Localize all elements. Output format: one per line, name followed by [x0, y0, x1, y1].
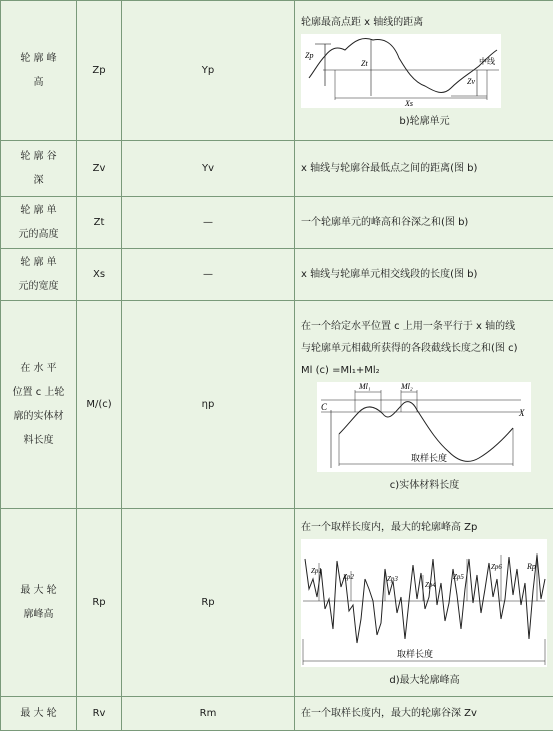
- description-cell: [295, 697, 553, 731]
- term-cell: [1, 141, 77, 197]
- label-x: X: [519, 408, 525, 418]
- label-zt: Zt: [361, 59, 368, 68]
- figure-caption: d)最大轮廓峰高: [389, 675, 460, 686]
- term-cell: [1, 1, 77, 141]
- label-ml2: Ml₂: [401, 382, 413, 391]
- table-row: [1, 509, 553, 697]
- term-line: 位置 c 上轮: [12, 386, 65, 398]
- table-row: [1, 697, 553, 731]
- description-cell: [295, 1, 553, 141]
- term-line: 深: [33, 174, 44, 186]
- term-cell: [1, 197, 77, 249]
- label-xs: Xs: [405, 99, 413, 108]
- term-line: 轮 廓 单: [20, 256, 57, 268]
- table-row: [1, 249, 553, 301]
- table-row: [1, 197, 553, 249]
- term-line: 廓的实体材: [13, 410, 64, 422]
- profile-element-figure: [301, 34, 501, 108]
- description-cell: [295, 197, 553, 249]
- table-row: [1, 301, 553, 509]
- description-cell: [295, 509, 553, 697]
- symbol-cell: Zv: [77, 141, 122, 197]
- max-peak-height-figure: [301, 539, 547, 667]
- label-ml1: Ml₁: [359, 382, 371, 391]
- term-line: 高: [33, 76, 44, 88]
- description-text: 一个轮廓单元的峰高和谷深之和(图 b): [301, 216, 469, 228]
- label-zp: Zp: [305, 51, 314, 60]
- symbol-cell: Xs: [77, 249, 122, 301]
- term-line: 在 水 平: [20, 362, 57, 374]
- term-line: 轮 廓 峰: [20, 52, 57, 64]
- alt-symbol-cell: Yv: [122, 141, 295, 197]
- material-length-figure: [317, 382, 531, 472]
- symbol-cell: Rv: [77, 697, 122, 731]
- description-text: 在一个给定水平位置 c 上用一条平行于 x 轴的线: [301, 321, 516, 332]
- formula-text: Ml (c) =Ml₁+Ml₂: [301, 365, 380, 376]
- term-cell: [1, 509, 77, 697]
- label-zp3: Zp3: [387, 575, 398, 583]
- label-sampling-length: 取样长度: [397, 650, 434, 660]
- alt-symbol-cell: Rm: [122, 697, 295, 731]
- alt-symbol-cell: —: [122, 197, 295, 249]
- term-cell: [1, 301, 77, 509]
- description-text: x 轴线与轮廓单元相交线段的长度(图 b): [301, 268, 478, 280]
- term-line: 料长度: [23, 434, 54, 446]
- description-text: x 轴线与轮廓谷最低点之间的距离(图 b): [301, 162, 478, 174]
- alt-symbol-cell: Rp: [122, 509, 295, 697]
- label-zv: Zv: [467, 77, 475, 86]
- label-zp2: Zp2: [343, 573, 354, 581]
- label-c: C: [321, 402, 328, 412]
- label-sampling-length: 取样长度: [411, 454, 448, 464]
- description-text: 轮廓最高点距 x 轴线的距离: [301, 17, 424, 28]
- term-cell: [1, 249, 77, 301]
- label-mid: 中线: [479, 57, 495, 66]
- table-row: [1, 1, 553, 141]
- symbol-cell: Rp: [77, 509, 122, 697]
- symbol-cell: Zt: [77, 197, 122, 249]
- label-zp1: Zp1: [311, 567, 322, 575]
- symbol-cell: Zp: [77, 1, 122, 141]
- symbol-cell: M/(c): [77, 301, 122, 509]
- description-cell: [295, 301, 553, 509]
- term-line: 轮 廓 谷: [20, 150, 57, 162]
- description-text: 与轮廓单元相截所获得的各段截线长度之和(图 c): [301, 343, 518, 354]
- figure-caption: b)轮廓单元: [399, 116, 450, 127]
- term-line: 最 大 轮: [20, 584, 57, 596]
- label-rp: Rp: [527, 562, 536, 571]
- term-cell: [1, 697, 77, 731]
- table-row: [1, 141, 553, 197]
- figure-caption: c)实体材料长度: [389, 480, 460, 491]
- alt-symbol-cell: —: [122, 249, 295, 301]
- alt-symbol-cell: ηp: [122, 301, 295, 509]
- label-zp6: Zp6: [491, 563, 502, 571]
- term-line: 轮 廓 单: [20, 204, 57, 216]
- term-line: 元的高度: [18, 228, 59, 240]
- term-line: 廓峰高: [23, 608, 54, 620]
- term-line: 元的宽度: [18, 280, 59, 292]
- description-cell: [295, 249, 553, 301]
- description-text: 在一个取样长度内，最大的轮廓峰高 Zp: [301, 522, 478, 533]
- description-text: 在一个取样长度内，最大的轮廓谷深 Zv: [301, 707, 477, 719]
- alt-symbol-cell: Yp: [122, 1, 295, 141]
- label-zp4: Zp4: [425, 581, 436, 589]
- term-line: 最 大 轮: [20, 707, 57, 719]
- label-zp5: Zp5: [453, 573, 464, 581]
- description-cell: [295, 141, 553, 197]
